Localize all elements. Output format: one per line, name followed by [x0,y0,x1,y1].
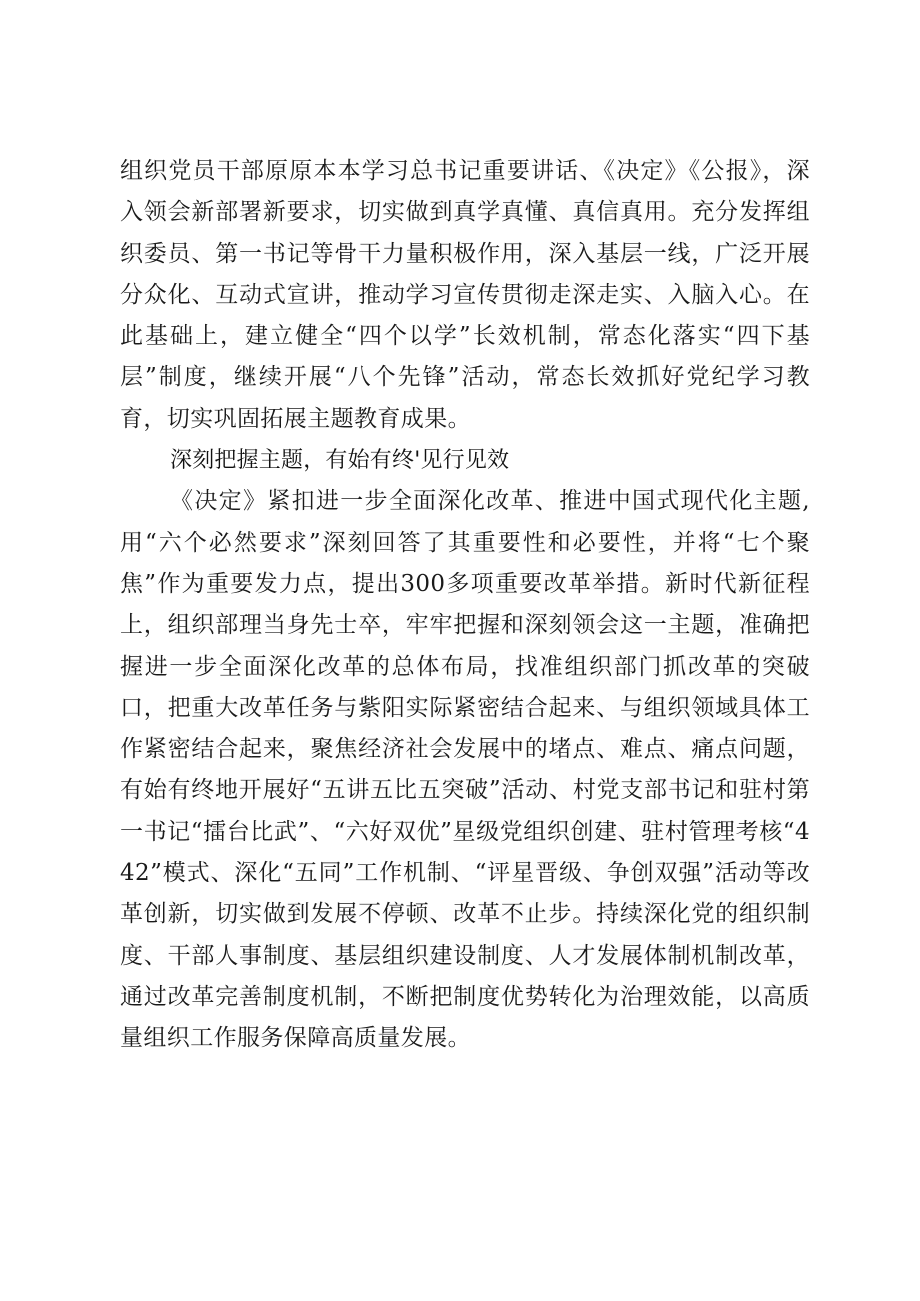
paragraph-1: 组织党员干部原原本本学习总书记重要讲话、《决定》《公报》，深入领会新部署新要求，切实做到真学真懂、真信真用。充分发挥组织委员、第一书记等骨干力量积极作用，深入基层一线，广泛开展分众化、互动式宣讲，推动学习宣传贯彻走深走实、入脑入心。在此基础上，建立健全“四个以学”长效机制，常态化落实“四下基层”制度，继续开展“八个先锋”活动，常态长效抓好党纪学习教育，切实巩固拓展主题教育成果。 [120,158,810,432]
paragraph-2: 《决定》紧扣进一步全面深化改革、推进中国式现代化主题,用“六个必然要求”深刻回答了其重要性和必要性，并将“七个聚焦”作为重要发力点，提出300多项重要改革举措。新时代新征程上，组织部理当身先士卒，牢牢把握和深刻领会这一主题，准确把握进一步全面深化改革的总体布局，找准组织部门抓改革的突破口，把重大改革任务与紫阳实际紧密结合起来、与组织领域具体工作紧密结合起来，聚焦经济社会发展中的堵点、难点、痛点问题，有始有终地开展好“五讲五比五突破”活动、村党支部书记和驻村第一书记“擂台比武”、“六好双优”星级党组织创建、驻村管理考核“442”模式、深化“五同”工作机制、“评星晋级、争创双强”活动等改革创新，切实做到发展不停顿、改革不止步。持续深化党的组织制度、干部人事制度、基层组织建设制度、人才发展体制机制改革，通过改革完善制度机制，不断把制度优势转化为治理效能，以高质量组织工作服务保障高质量发展。 [120,488,810,1052]
document-body [120,151,810,1060]
section-heading: 深刻把握主题，有始有终'见行见效 [170,448,510,474]
